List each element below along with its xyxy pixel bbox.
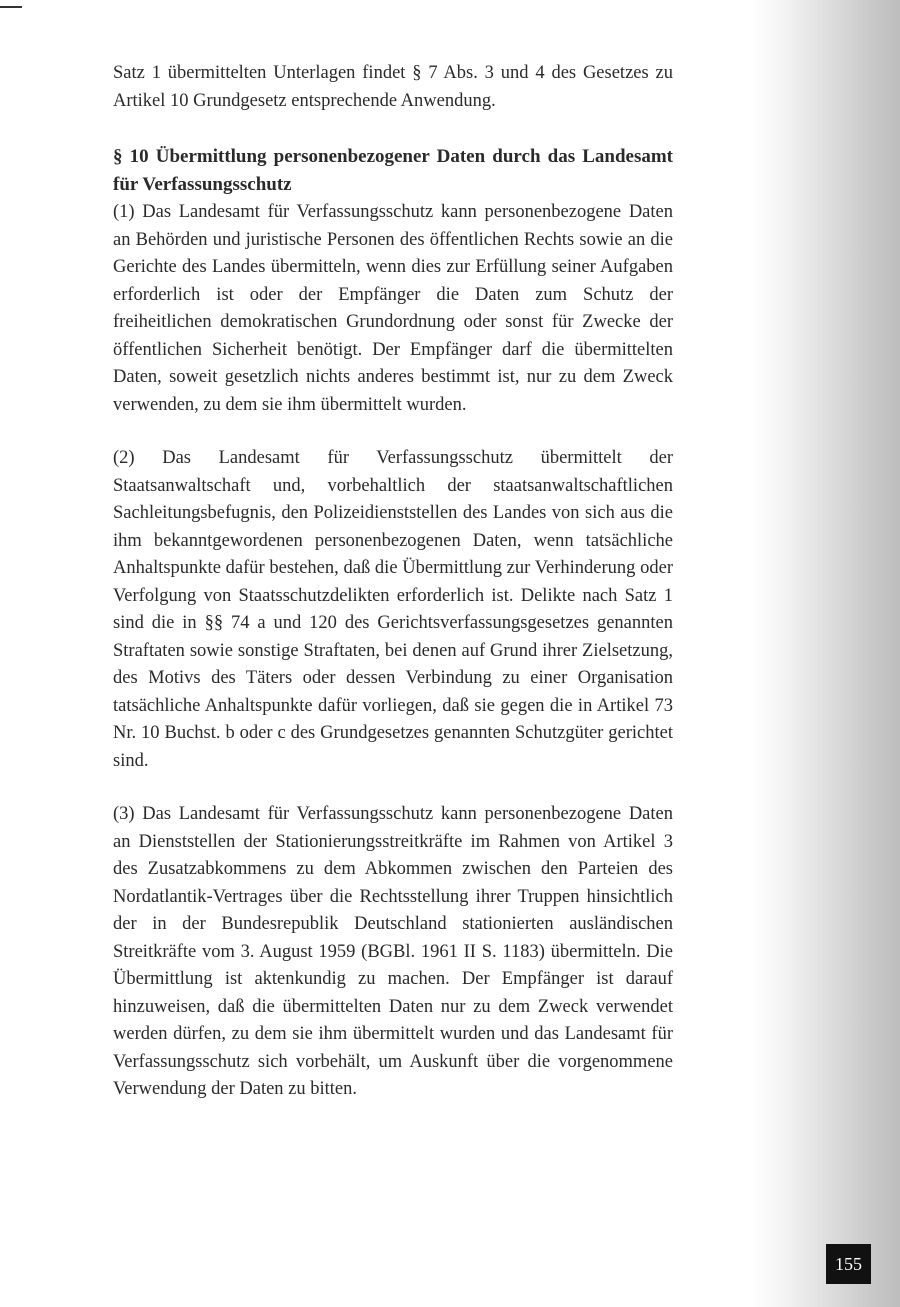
page-number-badge: 155 xyxy=(826,1244,871,1284)
document-body xyxy=(113,60,673,1130)
scan-corner-mark xyxy=(0,6,22,8)
intro-paragraph: Satz 1 übermittelten Unterlagen findet § 7 Abs. 3 und 4 des Gesetzes zu Artikel 10 Grundgesetz entsprechende Anwendung. xyxy=(113,63,673,111)
scanned-page-edge-shadow xyxy=(750,0,900,1307)
paragraph-3: (3) Das Landesamt für Verfassungsschutz kann personenbezogene Daten an Dienststellen der Stationierungsstreitkräfte im Rahmen von Artikel 3 des Zusatzabkommens zu dem Abkommen zwischen den Parteien des Nordatlantik-Vertrages über die Rechtsstellung ihrer Truppen hinsichtlich der in der Bundesrepublik Deutschland stationierten ausländischen Streitkräfte vom 3. August 1959 (BGBl. 1961 II S. 1183) übermitteln. Die Übermittlung ist aktenkundig zu machen. Der Empfänger ist darauf hinzuweisen, daß die übermittelten Daten nur zu dem Zweck verwendet werden dürfen, zu dem sie ihm übermittelt wurden und das Landesamt für Verfassungsschutz sich vorbehält, um Auskunft über die vorgenommene Verwendung der Daten zu bitten. xyxy=(113,804,673,1099)
paragraph-2: (2) Das Landesamt für Verfassungsschutz übermittelt der Staatsanwaltschaft und, vorbehaltlich der staatsanwaltschaftlichen Sachleitungsbefugnis, den Polizeidienststellen des Landes von sich aus die ihm bekanntgewordenen personenbezogenen Daten, wenn tatsächliche Anhaltspunkte dafür bestehen, daß die Übermittlung zur Verhinderung oder Verfolgung von Staatsschutzdelikten erforderlich ist. Delikte nach Satz 1 sind die in §§ 74 a und 120 des Gerichtsverfassungsgesetzes genannten Straftaten sowie sonstige Straftaten, bei denen auf Grund ihrer Zielsetzung, des Motivs des Täters oder dessen Verbindung zu einer Organisation tatsächliche Anhaltspunkte dafür vorliegen, daß sie gegen die in Artikel 73 Nr. 10 Buchst. b oder c des Grundgesetzes genannten Schutzgüter gerichtet sind. xyxy=(113,448,673,771)
section-heading: § 10 Übermittlung personenbezogener Daten durch das Landesamt für Verfassungsschutz xyxy=(113,146,673,195)
paragraph-1: (1) Das Landesamt für Verfassungsschutz kann personenbezogene Daten an Behörden und juristische Personen des öffentlichen Rechts sowie an die Gerichte des Landes übermitteln, wenn dies zur Erfüllung seiner Aufgaben erforderlich ist oder der Empfänger die Daten zum Schutz der freiheitlichen demokratischen Grundordnung oder sonst für Zwecke der öffentlichen Sicherheit benötigt. Der Empfänger darf die übermittelten Daten, soweit gesetzlich nichts anderes bestimmt ist, nur zu dem Zweck verwenden, zu dem sie ihm übermittelt wurden. xyxy=(113,202,673,415)
